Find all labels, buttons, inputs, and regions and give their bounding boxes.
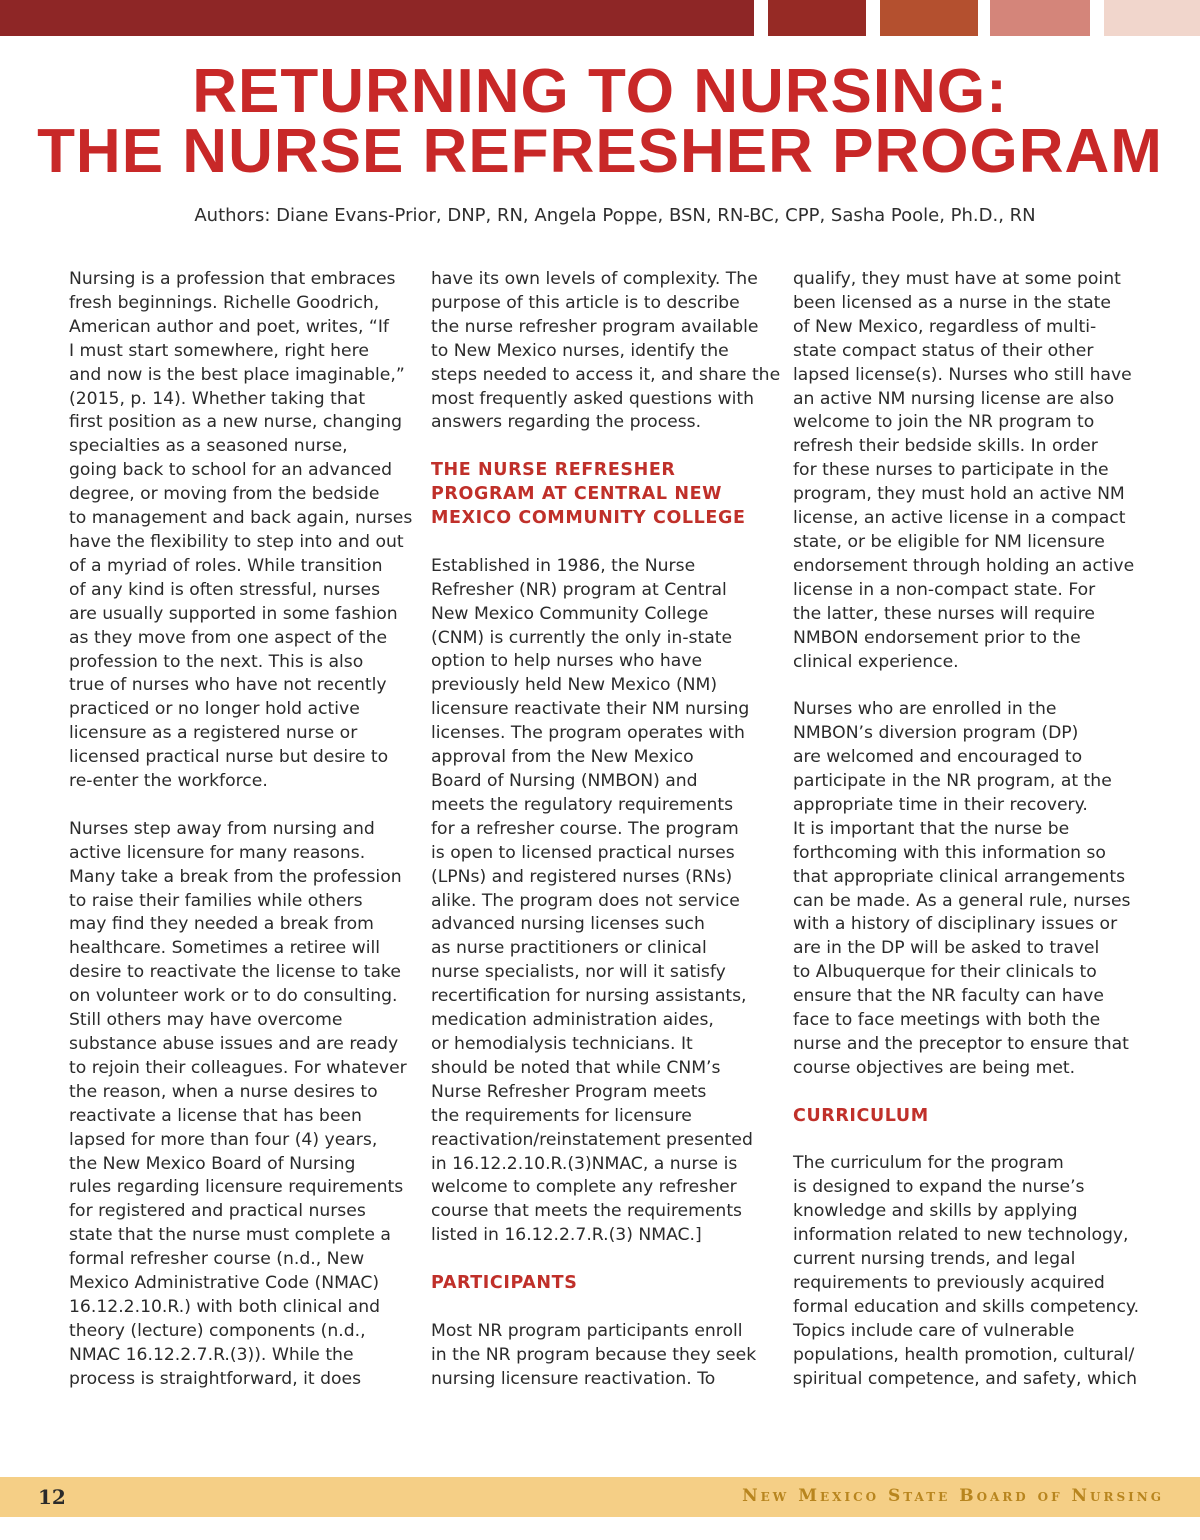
text-line: reactivate a license that has been — [69, 1105, 362, 1126]
title-line-1: RETURNING TO NURSING: — [192, 57, 1008, 126]
text-line: going back to school for an advanced — [69, 460, 393, 481]
text-line: Still others may have overcome — [69, 1010, 343, 1031]
text-line: NMBON’s diversion program (DP) — [793, 723, 1079, 744]
text-line: theory (lecture) components (n.d., — [69, 1320, 366, 1341]
text-line: (LPNs) and registered nurses (RNs) — [431, 866, 733, 887]
text-line: meets the regulatory requirements — [431, 794, 734, 815]
title-line-2: THE NURSE REFRESHER PROGRAM — [37, 117, 1163, 186]
text-line: current nursing trends, and legal — [793, 1249, 1076, 1270]
paragraph — [793, 1152, 1138, 1391]
text-line: rules regarding licensure requirements — [69, 1177, 404, 1198]
text-line: It is important that the nurse be — [793, 818, 1070, 839]
top-bar-segment — [880, 0, 978, 36]
text-line: for a refresher course. The program — [431, 818, 739, 839]
paragraph — [69, 818, 414, 1392]
text-line: Board of Nursing (NMBON) and — [431, 771, 698, 791]
paragraph — [431, 1320, 776, 1392]
paragraph — [793, 268, 1138, 674]
text-line: welcome to complete any refresher — [431, 1177, 737, 1198]
text-line: is designed to expand the nurse’s — [793, 1177, 1085, 1198]
text-line: first position as a new nurse, changing — [69, 412, 403, 433]
text-line: alike. The program does not service — [431, 890, 740, 911]
text-line: Most NR program participants enroll — [431, 1320, 743, 1341]
text-line: MEXICO COMMUNITY COLLEGE — [431, 508, 746, 529]
text-line: clinical experience. — [793, 651, 959, 672]
text-line: the reason, when a nurse desires to — [69, 1081, 378, 1102]
text-line: to Albuquerque for their clinicals to — [793, 962, 1097, 983]
text-line: are usually supported in some fashion — [69, 603, 398, 624]
text-line: program, they must hold an active NM — [793, 484, 1125, 505]
text-line: option to help nurses who have — [431, 651, 703, 672]
text-line: Topics include care of vulnerable — [793, 1320, 1075, 1341]
text-line: as nurse practitioners or clinical — [431, 938, 707, 959]
text-line: for registered and practical nurses — [69, 1201, 366, 1222]
text-line: state compact status of their other — [793, 340, 1094, 361]
text-line: THE NURSE REFRESHER — [431, 460, 676, 481]
text-line: of New Mexico, regardless of multi- — [793, 316, 1097, 337]
text-line: license in a non-compact state. For — [793, 579, 1096, 600]
text-line: information related to new technology, — [793, 1225, 1129, 1246]
text-line: formal refresher course (n.d., New — [69, 1249, 365, 1270]
text-line: the requirements for licensure — [431, 1105, 692, 1126]
text-line: recertification for nursing assistants, — [431, 986, 747, 1007]
text-line: healthcare. Sometimes a retiree will — [69, 938, 381, 959]
journal-name: New Mexico State Board of Nursing — [742, 1486, 1164, 1506]
text-line: I must start somewhere, right here — [69, 340, 369, 361]
top-bar-segment — [990, 0, 1090, 36]
text-line: have its own levels of complexity. The — [431, 269, 758, 289]
text-line: refresh their bedside skills. In order — [793, 436, 1098, 457]
top-color-bar — [0, 0, 1200, 36]
text-line: American author and poet, writes, “If — [69, 316, 389, 337]
text-line: can be made. As a general rule, nurses — [793, 890, 1131, 911]
text-line: advanced nursing licenses such — [431, 914, 705, 935]
text-line: Mexico Administrative Code (NMAC) — [69, 1273, 380, 1294]
text-line: to raise their families while others — [69, 890, 363, 911]
text-line: reactivation/reinstatement presented — [431, 1129, 753, 1150]
text-line: in 16.12.2.10.R.(3)NMAC, a nurse is — [431, 1153, 738, 1174]
text-line: with a history of disciplinary issues or — [793, 914, 1118, 935]
text-line: PROGRAM AT CENTRAL NEW — [431, 484, 723, 505]
text-line: appropriate time in their recovery. — [793, 794, 1088, 815]
text-line: New Mexico Community College — [431, 603, 709, 624]
text-line: The curriculum for the program — [793, 1153, 1064, 1174]
column-3 — [793, 268, 1138, 1392]
text-line: listed in 16.12.2.7.R.(3) NMAC.] — [431, 1225, 702, 1246]
text-line: profession to the next. This is also — [69, 651, 364, 672]
text-line: for these nurses to participate in the — [793, 460, 1109, 481]
article-title — [0, 57, 1200, 186]
text-line: or hemodialysis technicians. It — [431, 1033, 693, 1054]
text-line: medication administration aides, — [431, 1010, 714, 1031]
text-line: on volunteer work or to do consulting. — [69, 986, 398, 1007]
text-line: are welcomed and encouraged to — [793, 747, 1083, 768]
text-line: (CNM) is currently the only in-state — [431, 627, 733, 648]
text-line: purpose of this article is to describe — [431, 292, 740, 313]
text-line: state, or be eligible for NM licensure — [793, 531, 1105, 552]
paragraph — [793, 698, 1138, 1081]
text-line: Nurses step away from nursing and — [69, 818, 375, 839]
text-line: the New Mexico Board of Nursing — [69, 1153, 356, 1174]
text-line: spiritual competence, and safety, which — [793, 1368, 1138, 1389]
text-line: nurse specialists, nor will it satisfy — [431, 962, 726, 983]
text-line: should be noted that while CNM’s — [431, 1057, 721, 1078]
text-line: Refresher (NR) program at Central — [431, 579, 727, 600]
text-line: Many take a break from the profession — [69, 866, 402, 887]
section-heading-participants: PARTICIPANTS — [431, 1273, 578, 1294]
text-line: have the flexibility to step into and out — [69, 531, 404, 552]
text-line: and now is the best place imaginable,” — [69, 364, 405, 385]
text-line: in the NR program because they seek — [431, 1344, 757, 1365]
page-footer — [0, 1477, 1200, 1517]
paragraph — [69, 268, 414, 794]
text-line: practiced or no longer hold active — [69, 699, 360, 720]
text-line: to New Mexico nurses, identify the — [431, 340, 729, 361]
text-line: of any kind is often stressful, nurses — [69, 579, 381, 600]
text-line: Nurses who are enrolled in the — [793, 699, 1057, 720]
text-line: re-enter the workforce. — [69, 771, 268, 792]
text-line: welcome to join the NR program to — [793, 412, 1095, 433]
text-line: process is straightforward, it does — [69, 1368, 362, 1389]
text-line: course objectives are being met. — [793, 1057, 1076, 1078]
text-line: license, an active license in a compact — [793, 508, 1126, 529]
text-line: face to face meetings with both the — [793, 1010, 1101, 1031]
text-line: of a myriad of roles. While transition — [69, 555, 383, 576]
text-line: nursing licensure reactivation. To — [431, 1368, 716, 1389]
text-line: ensure that the NR faculty can have — [793, 986, 1104, 1007]
text-line: specialties as a seasoned nurse, — [69, 436, 348, 457]
text-line: (2015, p. 14). Whether taking that — [69, 388, 366, 409]
text-line: Established in 1986, the Nurse — [431, 555, 696, 576]
text-line: state that the nurse must complete a — [69, 1225, 391, 1246]
text-line: qualify, they must have at some point — [793, 269, 1121, 289]
text-line: may find they needed a break from — [69, 914, 374, 935]
text-line: to rejoin their colleagues. For whatever — [69, 1057, 407, 1078]
text-line: to management and back again, nurses — [69, 508, 413, 529]
top-bar-segment — [1104, 0, 1200, 36]
text-line: active licensure for many reasons. — [69, 842, 366, 863]
text-line: NMBON endorsement prior to the — [793, 627, 1081, 648]
text-line: NMAC 16.12.2.7.R.(3)). While the — [69, 1344, 354, 1365]
top-bar-segment — [768, 0, 866, 36]
text-line: participate in the NR program, at the — [793, 771, 1112, 792]
paragraph — [431, 555, 776, 1248]
text-line: approval from the New Mexico — [431, 747, 694, 768]
text-line: the latter, these nurses will require — [793, 603, 1095, 624]
text-line: is open to licensed practical nurses — [431, 842, 735, 863]
authors-line: Authors: Diane Evans-Prior, DNP, RN, Angela Poppe, BSN, RN-BC, CPP, Sasha Poole, Ph.D., RN — [194, 205, 1036, 226]
text-line: answers regarding the process. — [431, 412, 702, 433]
text-line: previously held New Mexico (NM) — [431, 675, 718, 696]
text-line: are in the DP will be asked to travel — [793, 938, 1100, 959]
text-line: formal education and skills competency. — [793, 1296, 1140, 1317]
text-line: Nurse Refresher Program meets — [431, 1081, 707, 1102]
text-line: degree, or moving from the bedside — [69, 484, 380, 505]
text-line: endorsement through holding an active — [793, 555, 1135, 576]
paragraph — [431, 268, 781, 435]
text-line: licensure as a registered nurse or — [69, 723, 358, 744]
top-bar-segment — [0, 0, 754, 36]
text-line: populations, health promotion, cultural/ — [793, 1344, 1135, 1365]
section-heading-cnm — [431, 459, 776, 531]
section-heading-curriculum: CURRICULUM — [793, 1105, 929, 1126]
text-line: 16.12.2.10.R.) with both clinical and — [69, 1296, 381, 1317]
text-line: true of nurses who have not recently — [69, 675, 387, 696]
text-line: knowledge and skills by applying — [793, 1201, 1078, 1222]
text-line: licensed practical nurse but desire to — [69, 747, 389, 768]
text-line: licensure reactivate their NM nursing — [431, 699, 750, 720]
column-1 — [69, 268, 414, 1392]
text-line: requirements to previously acquired — [793, 1273, 1105, 1294]
text-line: lapsed license(s). Nurses who still have — [793, 364, 1132, 385]
text-line: the nurse refresher program available — [431, 316, 759, 337]
text-line: licenses. The program operates with — [431, 723, 745, 744]
text-line: course that meets the requirements — [431, 1201, 743, 1222]
text-line: Nursing is a profession that embraces — [69, 269, 396, 289]
text-line: that appropriate clinical arrangements — [793, 866, 1126, 887]
text-line: forthcoming with this information so — [793, 842, 1106, 863]
text-line: as they move from one aspect of the — [69, 627, 388, 648]
text-line: lapsed for more than four (4) years, — [69, 1129, 378, 1150]
page-number: 12 — [38, 1485, 66, 1509]
text-line: substance abuse issues and are ready — [69, 1033, 399, 1054]
text-line: nurse and the preceptor to ensure that — [793, 1033, 1129, 1054]
text-line: desire to reactivate the license to take — [69, 962, 401, 983]
column-2 — [431, 268, 781, 1392]
text-line: most frequently asked questions with — [431, 388, 755, 409]
text-line: been licensed as a nurse in the state — [793, 292, 1111, 313]
text-line: an active NM nursing license are also — [793, 388, 1115, 409]
text-line: fresh beginnings. Richelle Goodrich, — [69, 292, 380, 313]
text-line: steps needed to access it, and share the — [431, 364, 781, 385]
